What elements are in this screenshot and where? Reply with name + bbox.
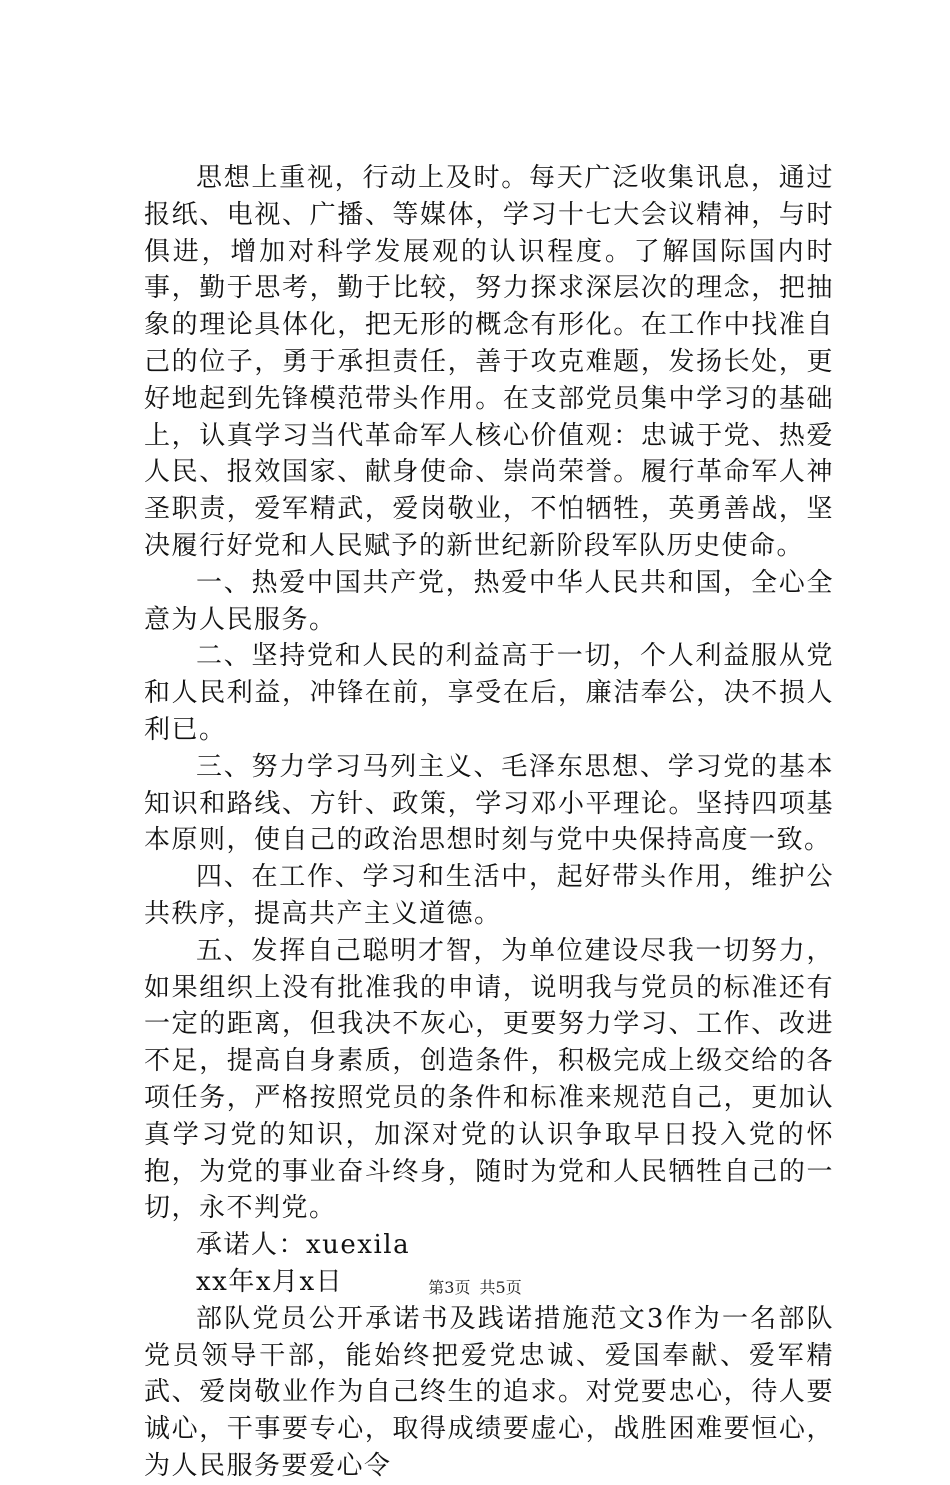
paragraph-item-5: 五、发挥自己聪明才智，为单位建设尽我一切努力，如果组织上没有批准我的申请，说明我与党员的标准还有一定的距离，但我决不灰心，更要努力学习、工作、改进不足，提高自身素质，创造条件，积极完成上级交给的各项任务，严格按照党员的条件和标准来规范自己，更加认真学习党的知识，加深对党的认识争取早日投入党的怀抱，为党的事业奋斗终身，随时为党和人民牺牲自己的一切，永不判党。 bbox=[144, 935, 834, 1224]
paragraph-intro: 思想上重视，行动上及时。每天广泛收集讯息，通过报纸、电视、广播、等媒体，学习十七大会议精神，与时俱进，增加对科学发展观的认识程度。了解国际国内时事，勤于思考，勤于比较，努力探求深层次的理念，把抽象的理论具体化，把无形的概念有形化。在工作中找准自己的位子，勇于承担责任，善于攻克难题，发扬长处，更好地起到先锋模范带头作用。在支部党员集中学习的基础上，认真学习当代革命军人核心价值观：忠诚于党、热爱人民、报效国家、献身使命、崇尚荣誉。履行革命军人神圣职责，爱军精武，爱岗敬业，不怕牺牲，英勇善战，坚决履行好党和人民赋予的新世纪新阶段军队历史使命。 bbox=[144, 163, 834, 561]
page-footer bbox=[0, 1278, 950, 1298]
paragraph-item-3: 三、努力学习马列主义、毛泽东思想、学习党的基本知识和路线、方针、政策，学习邓小平理论。坚持四项基本原则，使自己的政治思想时刻与党中央保持高度一致。 bbox=[144, 751, 834, 856]
page-total: 共5页 bbox=[479, 1278, 522, 1297]
page-number: 第3页 bbox=[428, 1278, 471, 1297]
date-line: xx年x月x日 bbox=[196, 1266, 344, 1297]
paragraph-item-2: 二、坚持党和人民的利益高于一切，个人利益服从党和人民利益，冲锋在前，享受在后，廉洁奉公，决不损人利已。 bbox=[144, 641, 834, 745]
signatory-line: 承诺人：xuexila bbox=[196, 1230, 411, 1261]
paragraph-next-sample: 部队党员公开承诺书及践诺措施范文3作为一名部队党员领导干部，能始终把爱党忠诚、爱国奉献、爱军精武、爱岗敬业作为自己终生的追求。对党要忠心，待人要诚心，干事要专心，取得成绩要虚心，战胜困难要恒心，为人民服务要爱心令 bbox=[144, 1303, 834, 1481]
paragraph-item-4: 四、在工作、学习和生活中，起好带头作用，维护公共秩序，提高共产主义道德。 bbox=[144, 862, 834, 929]
paragraph-item-1: 一、热爱中国共产党，热爱中华人民共和国，全心全意为人民服务。 bbox=[144, 567, 834, 635]
